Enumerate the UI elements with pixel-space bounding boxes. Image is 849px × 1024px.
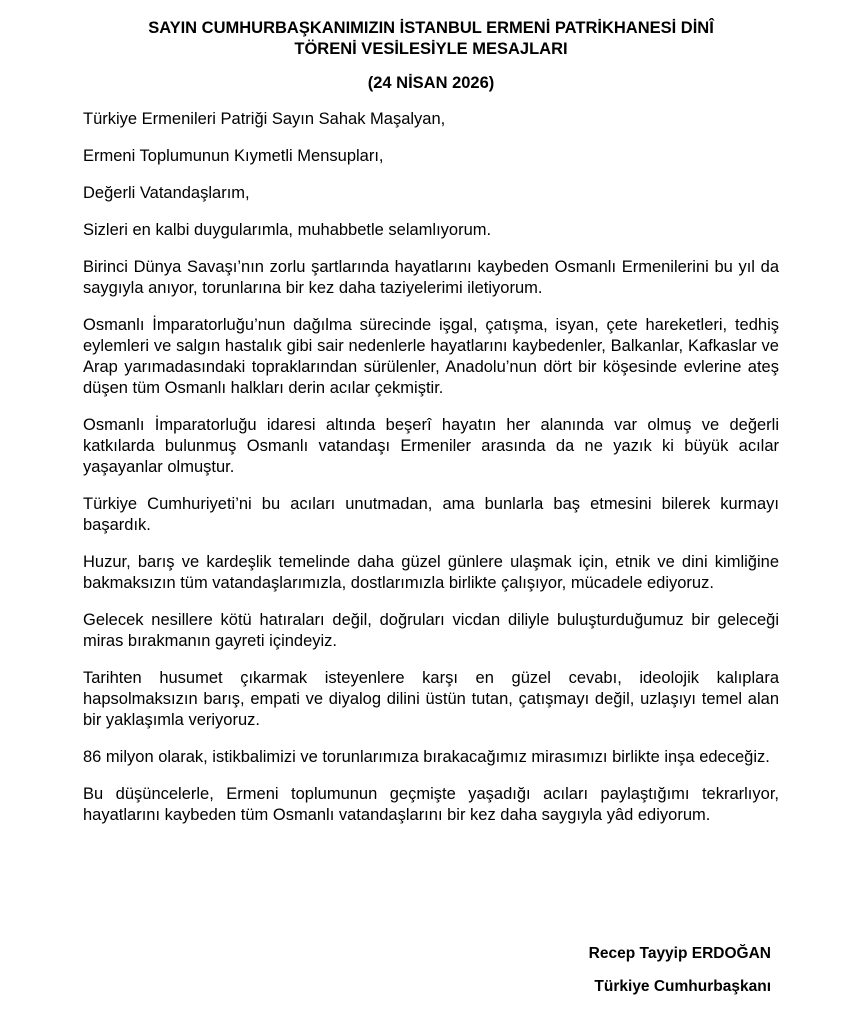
- title-line-1: SAYIN CUMHURBAŞKANIMIZIN İSTANBUL ERMENİ PATRİKHANESİ DİNÎ: [148, 19, 714, 37]
- salutation-patriarch: Türkiye Ermenileri Patriği Sayın Sahak Maşalyan,: [83, 110, 446, 128]
- body-paragraph: Osmanlı İmparatorluğu idaresi altında beşerî hayatın her alanında var olmuş ve değerli katkılarda bulunmuş Osmanlı vatandaşı Ermeniler arasında da ne yazık ki büyük acılar yaşayanlar olmuştur.: [83, 416, 779, 476]
- body-paragraph: Osmanlı İmparatorluğu’nun dağılma sürecinde işgal, çatışma, isyan, çete hareketleri, tedhiş eylemleri ve salgın hastalık gibi sair nedenlerle hayatlarını kaybedenler, Balkanlar, Kafkaslar ve Arap yarımadasındaki topraklarından sürülenler, Anadolu’nun dört bir köşesinde evlerine ateş düşen tüm Osmanlı halkları derin acılar çekmiştir.: [83, 316, 779, 397]
- title-line-2: TÖRENİ VESİLESİYLE MESAJLARI: [294, 40, 568, 58]
- signature-name: Recep Tayyip ERDOĞAN: [588, 945, 771, 962]
- body-paragraph: Huzur, barış ve kardeşlik temelinde daha güzel günlere ulaşmak için, etnik ve dini kimliğine bakmaksızın tüm vatandaşlarımızla, dostlarımızla birlikte çalışıyor, mücadele ediyoruz.: [83, 553, 779, 592]
- signature-block: [589, 944, 771, 997]
- signature-role: Türkiye Cumhurbaşkanı: [594, 978, 771, 995]
- body-paragraph: Gelecek nesillere kötü hatıraları değil, doğruları vicdan diliyle buluşturduğumuz bir geleceği miras bırakmanın gayreti içindeyiz.: [83, 611, 779, 650]
- salutation-community: Ermeni Toplumunun Kıymetli Mensupları,: [83, 147, 384, 165]
- body-paragraph: Birinci Dünya Savaşı’nın zorlu şartlarında hayatlarını kaybeden Osmanlı Ermenilerini bu yıl da saygıyla anıyor, torunlarına bir kez daha taziyelerimi iletiyorum.: [83, 258, 779, 297]
- salutation-citizens: Değerli Vatandaşlarım,: [83, 184, 250, 202]
- body-paragraph: 86 milyon olarak, istikbalimizi ve torunlarımıza bırakacağımız mirasımızı birlikte inşa edeceğiz.: [83, 748, 770, 766]
- document-title: [83, 18, 779, 60]
- document-body: [83, 109, 779, 826]
- body-paragraph: Türkiye Cumhuriyeti’ni bu acıları unutmadan, ama bunlarla baş etmesini bilerek kurmayı başardık.: [83, 495, 779, 534]
- document-date: (24 NİSAN 2026): [367, 74, 495, 92]
- closing-paragraph: Bu düşüncelerle, Ermeni toplumunun geçmişte yaşadığı acıları paylaştığımı tekrarlıyor, hayatlarını kaybeden tüm Osmanlı vatandaşlarını bir kez daha saygıyla yâd ediyorum.: [83, 785, 779, 824]
- greeting-paragraph: Sizleri en kalbi duygularımla, muhabbetle selamlıyorum.: [83, 221, 492, 239]
- body-paragraph: Tarihten husumet çıkarmak isteyenlere karşı en güzel cevabı, ideolojik kalıplara hapsolmaksızın barış, empati ve diyalog dilini üstün tutan, çatışmayı değil, uzlaşıyı temel alan bir yaklaşımla veriyoruz.: [83, 669, 779, 729]
